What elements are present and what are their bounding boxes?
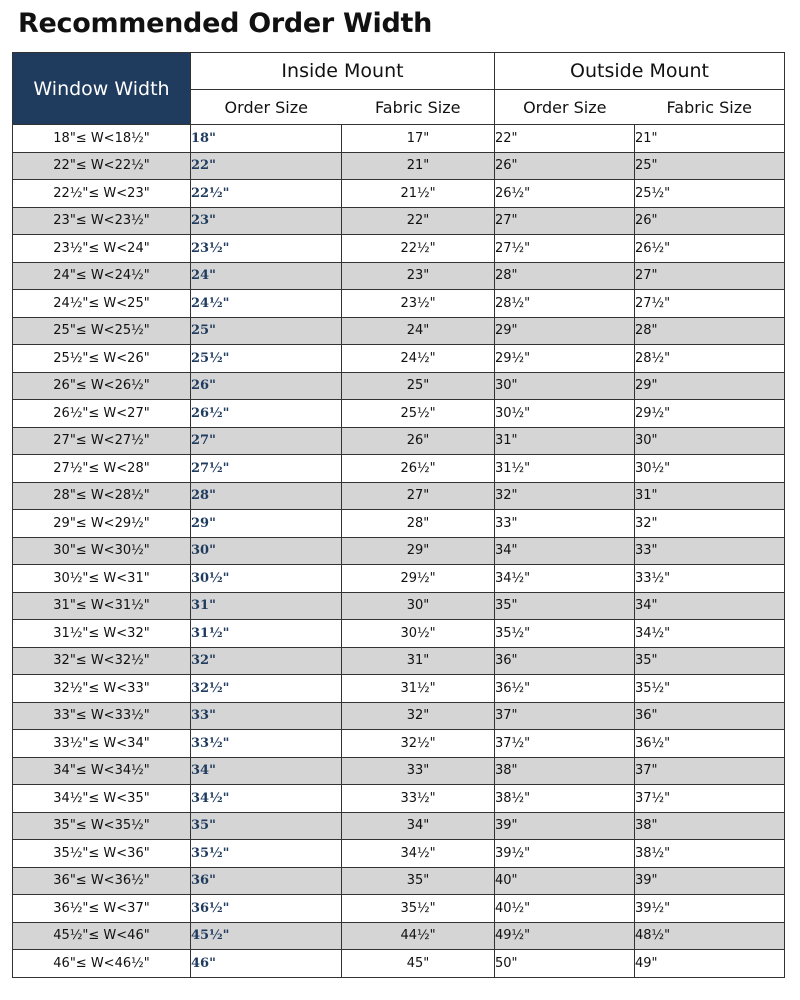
window-width-cell: 33"≤ W<33½" (13, 702, 191, 730)
window-width-cell: 34"≤ W<34½" (13, 757, 191, 785)
inside-fabric-size-cell: 31" (342, 647, 495, 675)
inside-fabric-size-cell: 45" (342, 950, 495, 978)
window-width-cell: 32½"≤ W<33" (13, 675, 191, 703)
outside-order-size-cell: 30" (495, 372, 635, 400)
outside-fabric-size-cell: 27" (635, 262, 785, 290)
inside-order-size-cell: 26" (191, 372, 342, 400)
table-row (13, 372, 785, 400)
outside-order-size-cell: 40½" (495, 895, 635, 923)
order-width-table (12, 52, 785, 978)
outside-order-size-cell: 29½" (495, 345, 635, 373)
outside-order-size-cell: 28" (495, 262, 635, 290)
table-row (13, 317, 785, 345)
window-width-cell: 25½"≤ W<26" (13, 345, 191, 373)
outside-order-size-cell: 34½" (495, 565, 635, 593)
outside-fabric-size-cell: 29½" (635, 400, 785, 428)
inside-fabric-size-cell: 30½" (342, 620, 495, 648)
inside-order-size-cell: 18" (191, 125, 342, 153)
window-width-cell: 27½"≤ W<28" (13, 455, 191, 483)
table-row (13, 675, 785, 703)
outside-order-size-cell: 28½" (495, 290, 635, 318)
outside-fabric-size-cell: 29" (635, 372, 785, 400)
outside-fabric-size-cell: 38" (635, 812, 785, 840)
inside-fabric-size-cell: 29" (342, 537, 495, 565)
window-width-cell: 23"≤ W<23½" (13, 207, 191, 235)
inside-order-size-cell: 35½" (191, 840, 342, 868)
table-row (13, 950, 785, 978)
outside-order-size-cell: 34" (495, 537, 635, 565)
table-row (13, 262, 785, 290)
window-width-cell: 31½"≤ W<32" (13, 620, 191, 648)
table-row (13, 757, 785, 785)
window-width-cell: 29"≤ W<29½" (13, 510, 191, 538)
inside-order-size-cell: 31½" (191, 620, 342, 648)
inside-order-size-cell: 34" (191, 757, 342, 785)
inside-order-size-cell: 31" (191, 592, 342, 620)
inside-fabric-size-cell: 25" (342, 372, 495, 400)
table-row (13, 290, 785, 318)
table-row (13, 482, 785, 510)
outside-fabric-size-cell: 32" (635, 510, 785, 538)
inside-fabric-size-cell: 44½" (342, 922, 495, 950)
outside-fabric-size-cell: 48½" (635, 922, 785, 950)
inside-fabric-size-cell: 24" (342, 317, 495, 345)
outside-fabric-size-cell: 34½" (635, 620, 785, 648)
outside-order-size-cell: 27½" (495, 235, 635, 263)
window-width-cell: 22"≤ W<22½" (13, 152, 191, 180)
table-row (13, 592, 785, 620)
inside-fabric-size-cell: 22½" (342, 235, 495, 263)
inside-fabric-size-cell: 35½" (342, 895, 495, 923)
inside-fabric-size-cell: 21" (342, 152, 495, 180)
outside-fabric-size-cell: 25" (635, 152, 785, 180)
inside-fabric-size-cell: 23½" (342, 290, 495, 318)
inside-fabric-size-cell: 34" (342, 812, 495, 840)
table-row (13, 235, 785, 263)
outside-fabric-size-cell: 39" (635, 867, 785, 895)
table-body (13, 125, 785, 978)
outside-fabric-size-cell: 33½" (635, 565, 785, 593)
outside-fabric-size-cell: 36" (635, 702, 785, 730)
outside-fabric-size-cell: 31" (635, 482, 785, 510)
window-width-cell: 24½"≤ W<25" (13, 290, 191, 318)
outside-fabric-size-cell: 25½" (635, 180, 785, 208)
outside-fabric-size-cell: 33" (635, 537, 785, 565)
inside-order-size-cell: 33½" (191, 730, 342, 758)
inside-fabric-size-cell: 32" (342, 702, 495, 730)
inside-fabric-size-cell: 25½" (342, 400, 495, 428)
outside-fabric-size-cell: 35½" (635, 675, 785, 703)
inside-fabric-size-cell: 32½" (342, 730, 495, 758)
inside-fabric-size-cell: 33½" (342, 785, 495, 813)
window-width-cell: 45½"≤ W<46" (13, 922, 191, 950)
window-width-cell: 35"≤ W<35½" (13, 812, 191, 840)
outside-order-size-cell: 26" (495, 152, 635, 180)
inside-order-size-cell: 29" (191, 510, 342, 538)
inside-order-size-cell: 34½" (191, 785, 342, 813)
table-row (13, 730, 785, 758)
window-width-cell: 27"≤ W<27½" (13, 427, 191, 455)
table-row (13, 867, 785, 895)
outside-fabric-size-cell: 38½" (635, 840, 785, 868)
window-width-cell: 24"≤ W<24½" (13, 262, 191, 290)
table-row (13, 840, 785, 868)
outside-order-size-cell: 36½" (495, 675, 635, 703)
window-width-cell: 28"≤ W<28½" (13, 482, 191, 510)
outside-order-size-cell: 32" (495, 482, 635, 510)
window-width-cell: 33½"≤ W<34" (13, 730, 191, 758)
inside-fabric-size-cell: 28" (342, 510, 495, 538)
inside-fabric-size-cell: 17" (342, 125, 495, 153)
outside-fabric-size-cell: 39½" (635, 895, 785, 923)
outside-order-size-cell: 38½" (495, 785, 635, 813)
inside-order-size-cell: 25½" (191, 345, 342, 373)
outside-order-size-cell: 39" (495, 812, 635, 840)
table-row (13, 785, 785, 813)
inside-mount-header: Inside Mount (191, 53, 495, 90)
window-width-cell: 30"≤ W<30½" (13, 537, 191, 565)
inside-fabric-size-cell: 30" (342, 592, 495, 620)
table-row (13, 647, 785, 675)
table-row (13, 895, 785, 923)
outside-order-size-cell: 37½" (495, 730, 635, 758)
window-width-cell: 31"≤ W<31½" (13, 592, 191, 620)
inside-fabric-size-cell: 26½" (342, 455, 495, 483)
outside-order-size-cell: 22" (495, 125, 635, 153)
outside-order-size-cell: 26½" (495, 180, 635, 208)
table-row (13, 400, 785, 428)
inside-order-size-header: Order Size (191, 90, 342, 125)
inside-fabric-size-cell: 21½" (342, 180, 495, 208)
window-width-cell: 23½"≤ W<24" (13, 235, 191, 263)
table-row (13, 427, 785, 455)
outside-fabric-size-cell: 35" (635, 647, 785, 675)
window-width-cell: 35½"≤ W<36" (13, 840, 191, 868)
inside-order-size-cell: 36" (191, 867, 342, 895)
inside-order-size-cell: 23½" (191, 235, 342, 263)
inside-order-size-cell: 32" (191, 647, 342, 675)
inside-order-size-cell: 24" (191, 262, 342, 290)
inside-order-size-cell: 36½" (191, 895, 342, 923)
outside-order-size-cell: 35" (495, 592, 635, 620)
outside-fabric-size-cell: 26" (635, 207, 785, 235)
window-width-cell: 46"≤ W<46½" (13, 950, 191, 978)
outside-order-size-cell: 30½" (495, 400, 635, 428)
table-row (13, 125, 785, 153)
window-width-header: Window Width (13, 53, 191, 125)
page-title: Recommended Order Width (18, 8, 433, 39)
table-row (13, 455, 785, 483)
inside-order-size-cell: 25" (191, 317, 342, 345)
inside-order-size-cell: 33" (191, 702, 342, 730)
outside-fabric-size-cell: 21" (635, 125, 785, 153)
inside-order-size-cell: 22" (191, 152, 342, 180)
window-width-cell: 30½"≤ W<31" (13, 565, 191, 593)
outside-fabric-size-cell: 34" (635, 592, 785, 620)
inside-fabric-size-cell: 26" (342, 427, 495, 455)
inside-order-size-cell: 35" (191, 812, 342, 840)
inside-fabric-size-header: Fabric Size (342, 90, 495, 125)
outside-order-size-header: Order Size (495, 90, 635, 125)
outside-fabric-size-cell: 49" (635, 950, 785, 978)
inside-order-size-cell: 30" (191, 537, 342, 565)
table-row (13, 345, 785, 373)
inside-fabric-size-cell: 24½" (342, 345, 495, 373)
outside-fabric-size-cell: 30½" (635, 455, 785, 483)
outside-order-size-cell: 37" (495, 702, 635, 730)
outside-fabric-size-cell: 37" (635, 757, 785, 785)
inside-fabric-size-cell: 27" (342, 482, 495, 510)
outside-fabric-size-cell: 36½" (635, 730, 785, 758)
inside-order-size-cell: 32½" (191, 675, 342, 703)
table-row (13, 702, 785, 730)
outside-mount-header: Outside Mount (495, 53, 785, 90)
outside-fabric-size-cell: 27½" (635, 290, 785, 318)
outside-order-size-cell: 35½" (495, 620, 635, 648)
inside-order-size-cell: 45½" (191, 922, 342, 950)
window-width-cell: 22½"≤ W<23" (13, 180, 191, 208)
table-row (13, 922, 785, 950)
inside-order-size-cell: 28" (191, 482, 342, 510)
table-row (13, 812, 785, 840)
window-width-cell: 25"≤ W<25½" (13, 317, 191, 345)
window-width-cell: 18"≤ W<18½" (13, 125, 191, 153)
outside-order-size-cell: 40" (495, 867, 635, 895)
window-width-cell: 26"≤ W<26½" (13, 372, 191, 400)
inside-order-size-cell: 23" (191, 207, 342, 235)
outside-order-size-cell: 31" (495, 427, 635, 455)
outside-order-size-cell: 39½" (495, 840, 635, 868)
inside-order-size-cell: 26½" (191, 400, 342, 428)
outside-order-size-cell: 50" (495, 950, 635, 978)
table-row (13, 510, 785, 538)
inside-fabric-size-cell: 35" (342, 867, 495, 895)
window-width-cell: 26½"≤ W<27" (13, 400, 191, 428)
inside-order-size-cell: 22½" (191, 180, 342, 208)
inside-order-size-cell: 27" (191, 427, 342, 455)
inside-fabric-size-cell: 31½" (342, 675, 495, 703)
inside-order-size-cell: 27½" (191, 455, 342, 483)
outside-fabric-size-cell: 30" (635, 427, 785, 455)
table-row (13, 180, 785, 208)
table-row (13, 565, 785, 593)
table-row (13, 620, 785, 648)
table-row (13, 207, 785, 235)
inside-order-size-cell: 30½" (191, 565, 342, 593)
inside-fabric-size-cell: 29½" (342, 565, 495, 593)
outside-order-size-cell: 38" (495, 757, 635, 785)
inside-fabric-size-cell: 33" (342, 757, 495, 785)
table-row (13, 152, 785, 180)
window-width-cell: 36½"≤ W<37" (13, 895, 191, 923)
window-width-cell: 32"≤ W<32½" (13, 647, 191, 675)
outside-order-size-cell: 49½" (495, 922, 635, 950)
outside-fabric-size-header: Fabric Size (635, 90, 785, 125)
outside-order-size-cell: 31½" (495, 455, 635, 483)
table-row (13, 537, 785, 565)
outside-fabric-size-cell: 37½" (635, 785, 785, 813)
outside-order-size-cell: 36" (495, 647, 635, 675)
window-width-cell: 36"≤ W<36½" (13, 867, 191, 895)
inside-fabric-size-cell: 22" (342, 207, 495, 235)
outside-order-size-cell: 29" (495, 317, 635, 345)
inside-fabric-size-cell: 34½" (342, 840, 495, 868)
outside-fabric-size-cell: 28½" (635, 345, 785, 373)
inside-order-size-cell: 46" (191, 950, 342, 978)
inside-order-size-cell: 24½" (191, 290, 342, 318)
outside-fabric-size-cell: 26½" (635, 235, 785, 263)
outside-order-size-cell: 27" (495, 207, 635, 235)
window-width-cell: 34½"≤ W<35" (13, 785, 191, 813)
outside-fabric-size-cell: 28" (635, 317, 785, 345)
inside-fabric-size-cell: 23" (342, 262, 495, 290)
outside-order-size-cell: 33" (495, 510, 635, 538)
